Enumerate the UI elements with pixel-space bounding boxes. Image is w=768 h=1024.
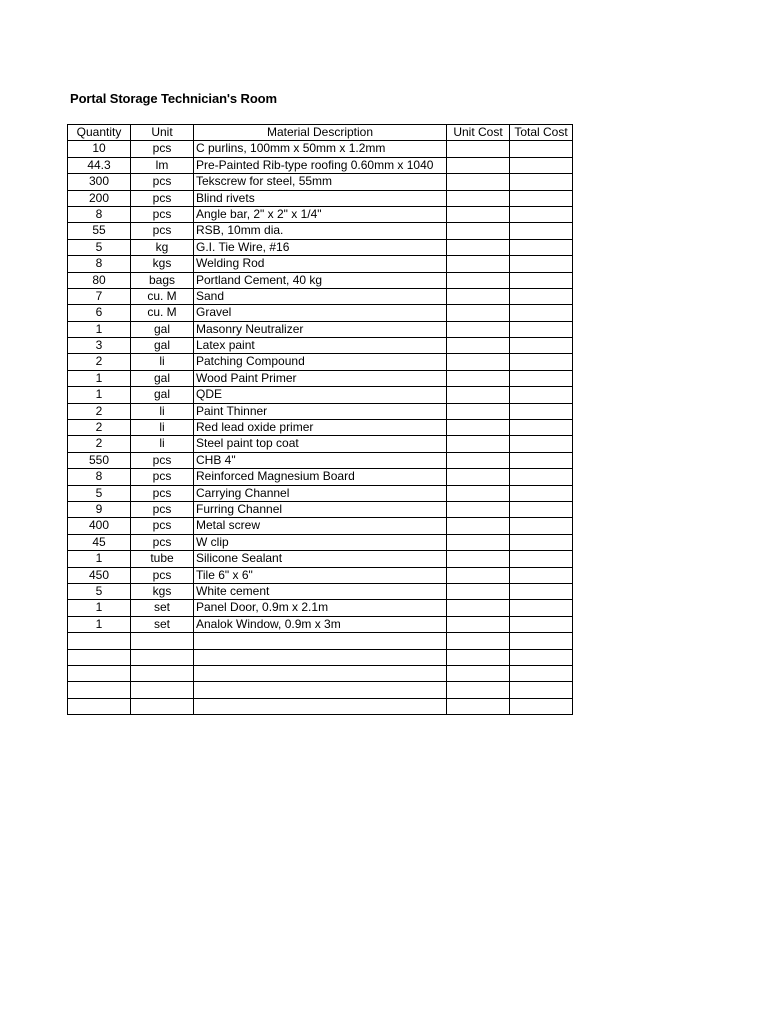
unit-cost-cell (447, 354, 510, 370)
table-row (68, 354, 573, 370)
unit-cost-cell (447, 338, 510, 354)
description-cell: Welding Rod (194, 256, 447, 272)
unit-cell: kgs (131, 256, 194, 272)
total-cost-cell (510, 567, 573, 583)
unit-cost-cell (447, 698, 510, 714)
description-cell: Panel Door, 0.9m x 2.1m (194, 600, 447, 616)
description-cell: W clip (194, 534, 447, 550)
total-cost-cell (510, 338, 573, 354)
quantity-cell: 9 (68, 501, 131, 517)
table-row (68, 682, 573, 698)
unit-cost-cell (447, 452, 510, 468)
table-row (68, 272, 573, 288)
quantity-cell: 5 (68, 583, 131, 599)
description-cell (194, 633, 447, 649)
quantity-cell: 200 (68, 190, 131, 206)
quantity-cell: 450 (68, 567, 131, 583)
total-cost-cell (510, 420, 573, 436)
quantity-cell: 8 (68, 206, 131, 222)
unit-cost-cell (447, 288, 510, 304)
total-cost-cell (510, 223, 573, 239)
description-cell: White cement (194, 583, 447, 599)
table-row (68, 649, 573, 665)
unit-cost-cell (447, 403, 510, 419)
unit-cell: cu. M (131, 305, 194, 321)
header-quantity: Quantity (68, 125, 131, 141)
unit-cell: bags (131, 272, 194, 288)
unit-cell: cu. M (131, 288, 194, 304)
description-cell: Furring Channel (194, 501, 447, 517)
description-cell: Latex paint (194, 338, 447, 354)
quantity-cell: 8 (68, 469, 131, 485)
table-row (68, 551, 573, 567)
total-cost-cell (510, 239, 573, 255)
description-cell: Metal screw (194, 518, 447, 534)
unit-cost-cell (447, 469, 510, 485)
description-cell: QDE (194, 387, 447, 403)
unit-cell: tube (131, 551, 194, 567)
unit-cost-cell (447, 616, 510, 632)
unit-cost-cell (447, 551, 510, 567)
unit-cost-cell (447, 256, 510, 272)
table-row (68, 567, 573, 583)
table-row (68, 534, 573, 550)
table-row (68, 452, 573, 468)
unit-cell (131, 633, 194, 649)
table-row (68, 665, 573, 681)
materials-table (67, 124, 573, 715)
quantity-cell: 8 (68, 256, 131, 272)
description-cell: Blind rivets (194, 190, 447, 206)
quantity-cell: 7 (68, 288, 131, 304)
unit-cost-cell (447, 567, 510, 583)
unit-cell: kg (131, 239, 194, 255)
table-row (68, 518, 573, 534)
total-cost-cell (510, 698, 573, 714)
quantity-cell: 1 (68, 600, 131, 616)
description-cell: Carrying Channel (194, 485, 447, 501)
table-row (68, 387, 573, 403)
unit-cost-cell (447, 174, 510, 190)
total-cost-cell (510, 600, 573, 616)
unit-cost-cell (447, 370, 510, 386)
table-row (68, 485, 573, 501)
unit-cost-cell (447, 387, 510, 403)
quantity-cell (68, 698, 131, 714)
description-cell (194, 665, 447, 681)
quantity-cell: 44.3 (68, 157, 131, 173)
header-material-description: Material Description (194, 125, 447, 141)
unit-cost-cell (447, 501, 510, 517)
unit-cell: lm (131, 157, 194, 173)
unit-cell: set (131, 616, 194, 632)
table-row (68, 420, 573, 436)
quantity-cell: 300 (68, 174, 131, 190)
page-title: Portal Storage Technician's Room (70, 91, 277, 106)
total-cost-cell (510, 682, 573, 698)
header-total-cost: Total Cost (510, 125, 573, 141)
quantity-cell: 6 (68, 305, 131, 321)
unit-cost-cell (447, 649, 510, 665)
total-cost-cell (510, 190, 573, 206)
quantity-cell: 45 (68, 534, 131, 550)
total-cost-cell (510, 403, 573, 419)
header-row (68, 125, 573, 141)
quantity-cell: 5 (68, 485, 131, 501)
description-cell: CHB 4" (194, 452, 447, 468)
description-cell: RSB, 10mm dia. (194, 223, 447, 239)
table-row (68, 583, 573, 599)
quantity-cell: 2 (68, 436, 131, 452)
quantity-cell: 2 (68, 354, 131, 370)
quantity-cell: 1 (68, 616, 131, 632)
unit-cost-cell (447, 305, 510, 321)
unit-cell: gal (131, 338, 194, 354)
quantity-cell: 80 (68, 272, 131, 288)
table-row (68, 501, 573, 517)
table-row (68, 288, 573, 304)
table-row (68, 469, 573, 485)
description-cell: Patching Compound (194, 354, 447, 370)
table-row (68, 403, 573, 419)
unit-cell: li (131, 436, 194, 452)
total-cost-cell (510, 469, 573, 485)
quantity-cell: 5 (68, 239, 131, 255)
unit-cell (131, 665, 194, 681)
description-cell: Red lead oxide primer (194, 420, 447, 436)
unit-cell: pcs (131, 534, 194, 550)
table-row (68, 616, 573, 632)
quantity-cell (68, 649, 131, 665)
table-row (68, 305, 573, 321)
unit-cell: li (131, 403, 194, 419)
description-cell (194, 649, 447, 665)
quantity-cell: 2 (68, 403, 131, 419)
description-cell: Paint Thinner (194, 403, 447, 419)
unit-cell: li (131, 354, 194, 370)
table-body (68, 141, 573, 715)
unit-cell: pcs (131, 485, 194, 501)
description-cell: Silicone Sealant (194, 551, 447, 567)
total-cost-cell (510, 616, 573, 632)
table-row (68, 174, 573, 190)
unit-cost-cell (447, 665, 510, 681)
unit-cost-cell (447, 272, 510, 288)
total-cost-cell (510, 665, 573, 681)
total-cost-cell (510, 633, 573, 649)
header-unit-cost: Unit Cost (447, 125, 510, 141)
total-cost-cell (510, 321, 573, 337)
description-cell: Analok Window, 0.9m x 3m (194, 616, 447, 632)
total-cost-cell (510, 370, 573, 386)
unit-cell: pcs (131, 141, 194, 157)
quantity-cell (68, 665, 131, 681)
description-cell: Wood Paint Primer (194, 370, 447, 386)
description-cell: G.I. Tie Wire, #16 (194, 239, 447, 255)
total-cost-cell (510, 256, 573, 272)
unit-cell (131, 682, 194, 698)
quantity-cell: 3 (68, 338, 131, 354)
quantity-cell: 10 (68, 141, 131, 157)
total-cost-cell (510, 583, 573, 599)
unit-cell (131, 698, 194, 714)
total-cost-cell (510, 551, 573, 567)
total-cost-cell (510, 272, 573, 288)
total-cost-cell (510, 485, 573, 501)
description-cell: Tile 6" x 6" (194, 567, 447, 583)
total-cost-cell (510, 157, 573, 173)
description-cell: Tekscrew for steel, 55mm (194, 174, 447, 190)
unit-cost-cell (447, 534, 510, 550)
description-cell: Reinforced Magnesium Board (194, 469, 447, 485)
table-row (68, 190, 573, 206)
unit-cell: set (131, 600, 194, 616)
description-cell: Masonry Neutralizer (194, 321, 447, 337)
total-cost-cell (510, 206, 573, 222)
unit-cost-cell (447, 420, 510, 436)
total-cost-cell (510, 518, 573, 534)
unit-cell: pcs (131, 452, 194, 468)
unit-cell: pcs (131, 206, 194, 222)
total-cost-cell (510, 387, 573, 403)
unit-cell: gal (131, 387, 194, 403)
table-row (68, 223, 573, 239)
table-row (68, 370, 573, 386)
unit-cell: pcs (131, 190, 194, 206)
total-cost-cell (510, 452, 573, 468)
unit-cell: pcs (131, 501, 194, 517)
description-cell: Pre-Painted Rib-type roofing 0.60mm x 1040 (194, 157, 447, 173)
unit-cost-cell (447, 600, 510, 616)
table-row (68, 338, 573, 354)
unit-cell: gal (131, 321, 194, 337)
unit-cell: pcs (131, 469, 194, 485)
total-cost-cell (510, 288, 573, 304)
table-row (68, 321, 573, 337)
total-cost-cell (510, 649, 573, 665)
table-row (68, 206, 573, 222)
unit-cost-cell (447, 321, 510, 337)
unit-cell: gal (131, 370, 194, 386)
unit-cell: pcs (131, 223, 194, 239)
total-cost-cell (510, 436, 573, 452)
header-unit: Unit (131, 125, 194, 141)
total-cost-cell (510, 305, 573, 321)
unit-cell: li (131, 420, 194, 436)
unit-cost-cell (447, 223, 510, 239)
unit-cost-cell (447, 436, 510, 452)
description-cell: Angle bar, 2" x 2" x 1/4" (194, 206, 447, 222)
quantity-cell: 55 (68, 223, 131, 239)
table-row (68, 698, 573, 714)
unit-cell: pcs (131, 518, 194, 534)
unit-cost-cell (447, 583, 510, 599)
unit-cost-cell (447, 141, 510, 157)
description-cell: Sand (194, 288, 447, 304)
total-cost-cell (510, 534, 573, 550)
table-row (68, 141, 573, 157)
description-cell: Portland Cement, 40 kg (194, 272, 447, 288)
unit-cell: kgs (131, 583, 194, 599)
description-cell: Gravel (194, 305, 447, 321)
table-row (68, 157, 573, 173)
quantity-cell: 1 (68, 321, 131, 337)
total-cost-cell (510, 174, 573, 190)
unit-cell: pcs (131, 567, 194, 583)
quantity-cell (68, 633, 131, 649)
total-cost-cell (510, 354, 573, 370)
quantity-cell: 2 (68, 420, 131, 436)
description-cell (194, 698, 447, 714)
quantity-cell: 1 (68, 387, 131, 403)
quantity-cell: 1 (68, 370, 131, 386)
unit-cost-cell (447, 485, 510, 501)
quantity-cell: 400 (68, 518, 131, 534)
quantity-cell (68, 682, 131, 698)
description-cell (194, 682, 447, 698)
unit-cost-cell (447, 239, 510, 255)
table-row (68, 633, 573, 649)
unit-cost-cell (447, 190, 510, 206)
table-row (68, 600, 573, 616)
quantity-cell: 550 (68, 452, 131, 468)
unit-cost-cell (447, 157, 510, 173)
table-row (68, 436, 573, 452)
total-cost-cell (510, 501, 573, 517)
unit-cell (131, 649, 194, 665)
quantity-cell: 1 (68, 551, 131, 567)
unit-cost-cell (447, 633, 510, 649)
unit-cost-cell (447, 518, 510, 534)
unit-cost-cell (447, 206, 510, 222)
unit-cell: pcs (131, 174, 194, 190)
unit-cost-cell (447, 682, 510, 698)
description-cell: Steel paint top coat (194, 436, 447, 452)
total-cost-cell (510, 141, 573, 157)
table-row (68, 239, 573, 255)
table-row (68, 256, 573, 272)
description-cell: C purlins, 100mm x 50mm x 1.2mm (194, 141, 447, 157)
